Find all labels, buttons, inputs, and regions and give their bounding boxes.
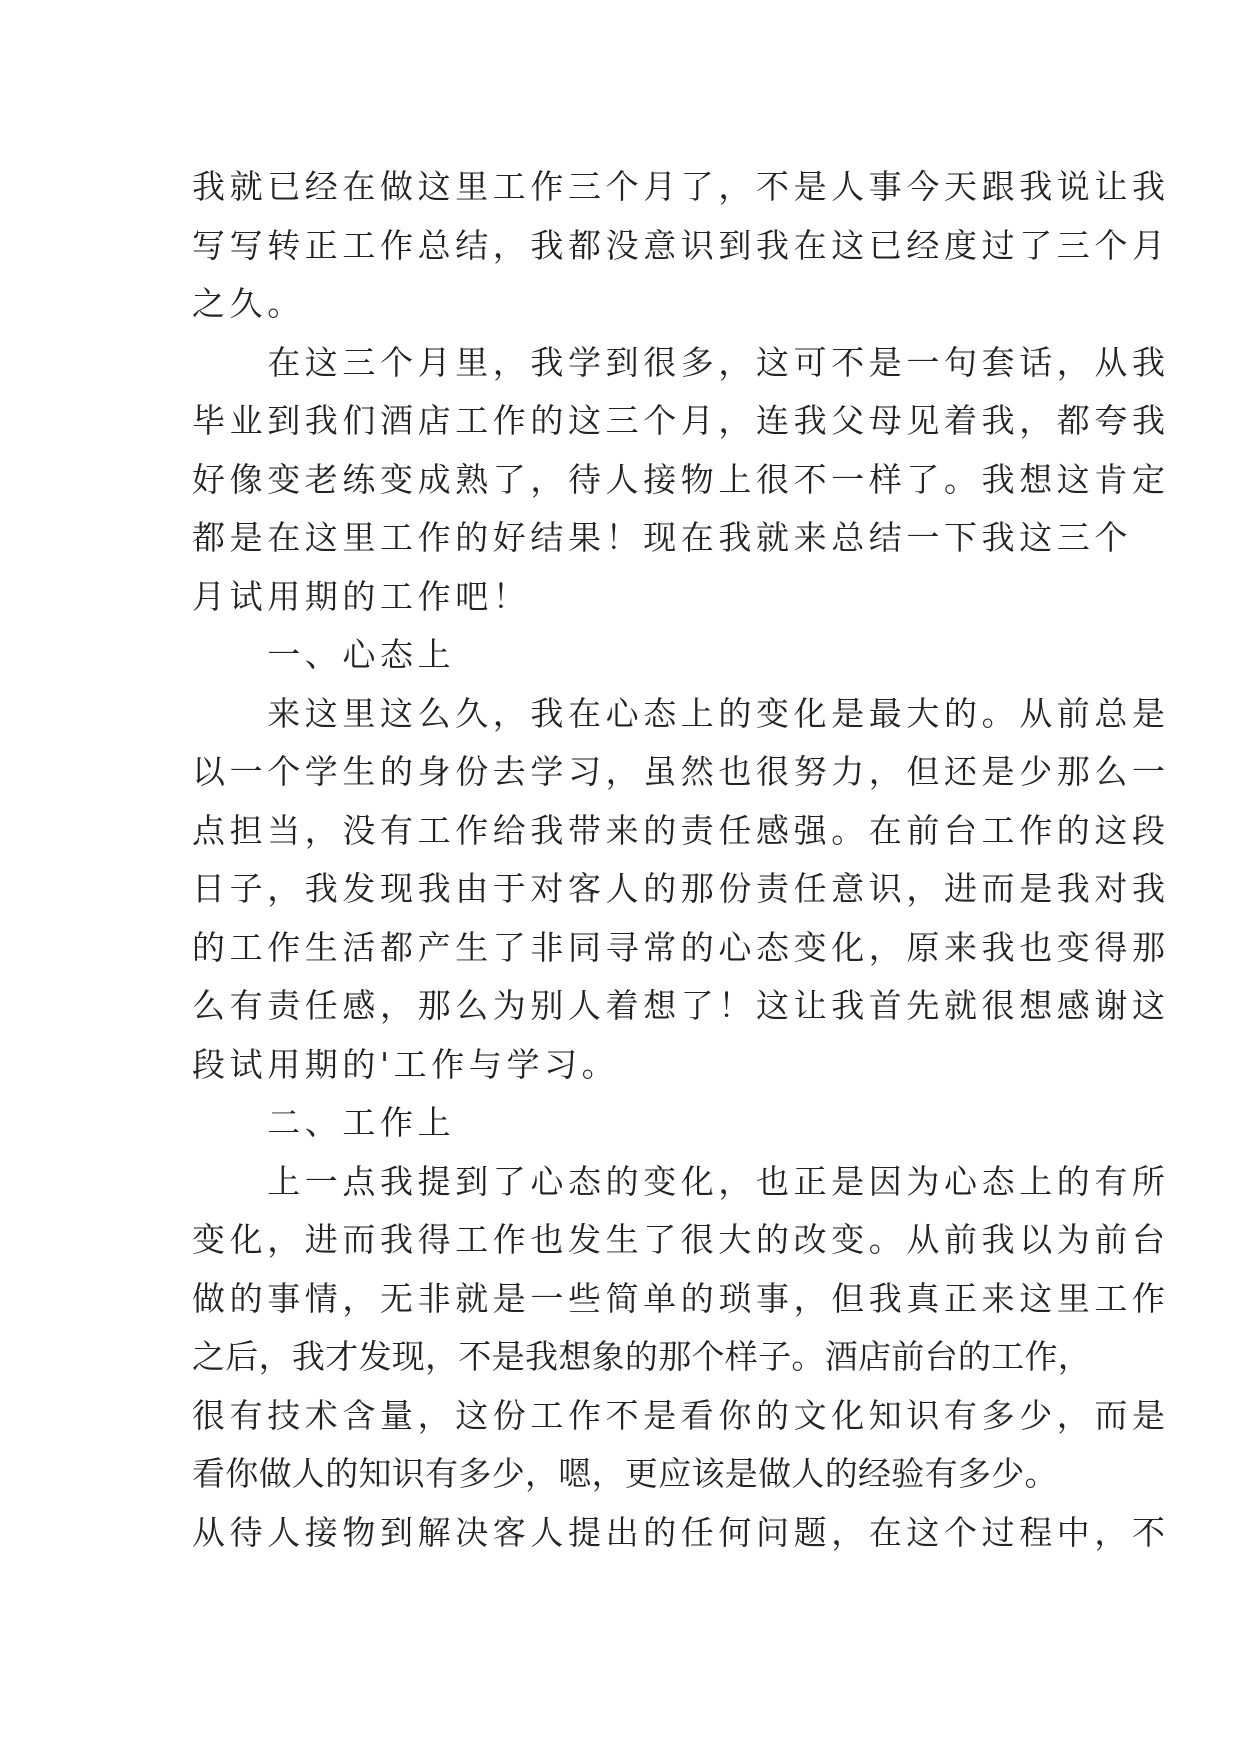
text-line: 变化，进而我得工作也发生了很大的改变。从前我以为前台 (192, 1220, 1170, 1259)
text-line: 看你做人的知识有多少，嗯，更应该是做人的经验有多少。 (192, 1454, 1058, 1493)
text-line: 在这三个月里，我学到很多，这可不是一句套话，从我 (192, 342, 1170, 382)
text-line: 的工作生活都产生了非同寻常的心态变化，原来我也变得那 (192, 927, 1170, 967)
section-heading: 二、工作上 (192, 1103, 456, 1142)
text-line: 来这里这么久，我在心态上的变化是最大的。从前总是 (192, 693, 1170, 733)
document-body (192, 158, 1170, 1562)
text-line: 都是在这里工作的好结果！现在我就来总结一下我这三个 (192, 518, 1132, 557)
text-line: 好像变老练变成熟了，待人接物上很不一样了。我想这肯定 (192, 459, 1170, 499)
text-line: 么有责任感，那么为别人着想了！这让我首先就很想感谢这 (192, 986, 1170, 1025)
text-line: 很有技术含量，这份工作不是看你的文化知识有多少，而是 (192, 1395, 1170, 1435)
text-line: 写写转正工作总结，我都没意识到我在这已经度过了三个月 (192, 225, 1170, 265)
text-line: 月试用期的工作吧！ (192, 576, 531, 616)
text-line: 之后，我才发现，不是我想象的那个样子。酒店前台的工作， (192, 1337, 1092, 1376)
text-line: 毕业到我们酒店工作的这三个月，连我父母见着我，都夸我 (192, 401, 1170, 440)
text-line: 日子，我发现我由于对客人的那份责任意识，进而是我对我 (192, 869, 1170, 908)
text-line: 点担当，没有工作给我带来的责任感强。在前台工作的这段 (192, 810, 1170, 850)
text-line: 从待人接物到解决客人提出的任何问题，在这个过程中，不 (192, 1512, 1170, 1552)
text-line: 以一个学生的身份去学习，虽然也很努力，但还是少那么一 (192, 752, 1170, 791)
text-line: 段试用期的'工作与学习。 (192, 1044, 620, 1084)
text-line: 上一点我提到了心态的变化，也正是因为心态上的有所 (192, 1161, 1170, 1201)
section-heading: 一、心态上 (192, 635, 456, 674)
text-line: 我就已经在做这里工作三个月了，不是人事今天跟我说让我 (192, 167, 1170, 206)
text-line: 之久。 (192, 284, 305, 323)
text-line: 做的事情，无非就是一些简单的琐事，但我真正来这里工作 (192, 1278, 1170, 1318)
